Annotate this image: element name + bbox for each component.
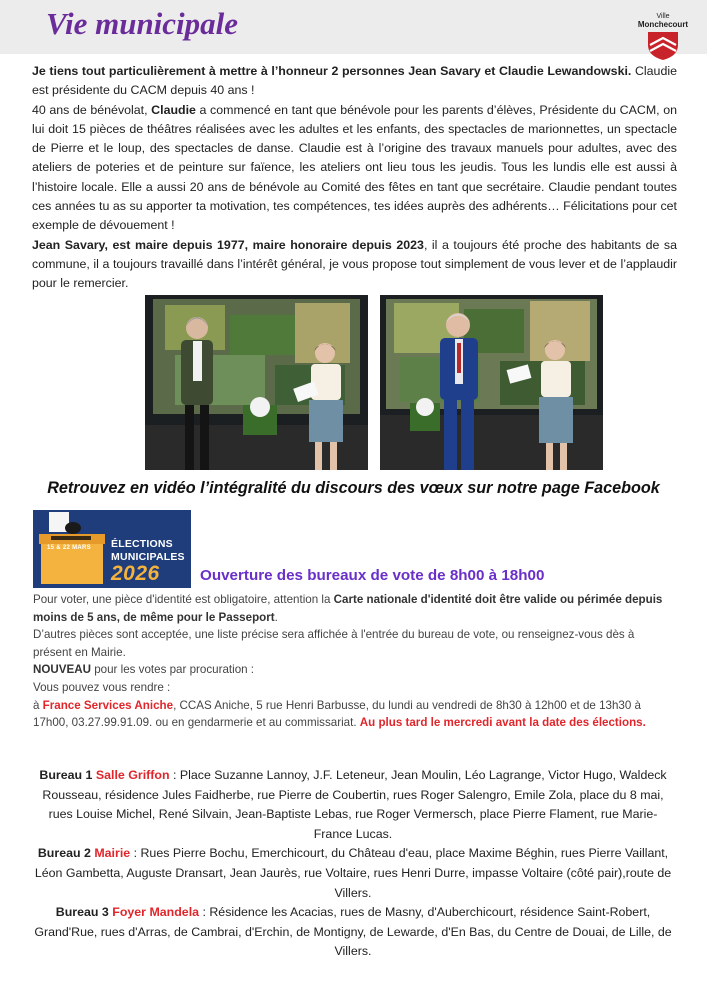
deadline-notice: Au plus tard le mercredi avant la date des élections	[359, 716, 643, 730]
banner-line-2: MUNICIPALES	[111, 551, 185, 563]
vote-paragraph-id	[33, 591, 673, 626]
vote-text-span: à	[33, 698, 43, 712]
intro-text-span: Claudie est présidente du CACM depuis 40 ans !	[32, 64, 677, 98]
intro-paragraph-1	[32, 62, 677, 101]
banner-year: 2026	[111, 562, 160, 585]
elections-2026-banner	[33, 510, 191, 588]
vote-paragraph-other-ids: D’autres pièces sont acceptée, une liste précise sera affichée à l'entrée du bureau de vote, ou renseignez-vous dès à présent en Mairie.	[33, 628, 635, 659]
bureau-label: Bureau 1	[39, 768, 93, 782]
bureau-2	[33, 844, 673, 903]
bureau-streets: : Rues Pierre Bochu, Emerchicourt, du Château d'eau, place Maxime Béghin, rues Pierre Vaillant, Léon Gambetta, Auguste Dransart, Jean Jaurès, rue Voltaire, rues Henri Durre, impasse Voltaire (côté pair),route de Villers.	[34, 846, 672, 900]
vote-paragraph-proxy	[33, 661, 673, 679]
logo-ville: Ville	[656, 13, 670, 20]
facebook-video-notice: Retrouvez en vidéo l’intégralité du discours des vœux sur notre page Facebook	[47, 479, 660, 497]
intro-paragraph-2	[32, 101, 677, 236]
claudie-name: Claudie	[151, 102, 196, 117]
town-logo	[637, 13, 689, 59]
bureau-place: Salle Griffon	[95, 768, 170, 782]
bureau-streets: : Place Suzanne Lannoy, J.F. Leteneur, Jean Moulin, Léo Lagrange, Victor Hugo, Waldeck Rousseau, résidence Jules Faidherbe, rue Pierre de Coubertin, rues Roger Salengro, Emile Zola, place du 8 mai, rues Louise Michel, René Silvain, Jean-Baptiste Lebas, rue Roger Vermersch, place Pierre Flament, rue Marie-France Lucas.	[42, 768, 667, 841]
vote-paragraph-address	[33, 697, 673, 732]
banner-dates: 15 & 22 MARS	[47, 545, 91, 551]
page-header	[0, 0, 707, 54]
bureau-streets: : Résidence les Acacias, rues de Masny, d'Auberchicourt, résidence Saint-Robert, Grand'Rue, rues d'Arras, de Cambrai, d'Erchin, de Montigny, de Lewarde, d'En Bas, du Centre de Douai, de Lille, de Villers.	[34, 905, 672, 959]
bureau-label: Bureau 3	[55, 905, 109, 920]
vote-text-span: .	[642, 716, 646, 730]
page-title: Vie municipale	[46, 6, 239, 41]
bureau-1	[33, 766, 673, 844]
banner-line-1: ÉLECTIONS	[111, 538, 173, 550]
vote-text-span: .	[274, 610, 278, 624]
vote-text-span: Pour voter, une pièce d'identité est obligatoire, attention la	[33, 593, 334, 606]
logo-text	[637, 13, 689, 30]
intro-text-span: 40 ans de bénévolat,	[32, 102, 152, 117]
intro-text	[32, 62, 677, 294]
ceremony-photo-2	[380, 295, 603, 470]
intro-text-span: a commencé en tant que bénévole pour les parents d’élèves, Présidente du CACM, on lui doit 15 pièces de théâtres réalisées avec les adultes et les enfants, des spectacles de marionnettes, un spectacle de Pierre et le loup, des spectacles de danse. Claudie est à l’origine des travaux manuels pour adultes, avec des ateliers de poteries et de peinture sur faïence, les ateliers ont lieu tous les jeudis. Tous les lundis elle est aussi à l’histoire locale. Elle a aussi 20 ans de bénévole au Comité des fêtes en tant que secrétaire. Claudie pendant toutes ces années tu as su apporter ta motivation, tes compétences, tes idées auprès des adhérents… Félicitations pour cet exemple de dévouement !	[32, 102, 677, 233]
intro-highlight: Je tiens tout particulièrement à mettre à l’honneur 2 personnes Jean Savary et Claudie Lewandowski.	[32, 64, 632, 78]
france-services-name: France Services Aniche	[42, 698, 174, 712]
logo-name: Monchecourt	[637, 20, 689, 29]
vote-text-span: , CCAS Aniche, 5 rue Henri Barbusse, du lundi au vendredi de 8h30 à 12h00 et de 13h30 à 17h00, 03.27.99.91.09. ou en gendarmerie et au commissariat.	[33, 698, 642, 730]
vote-info	[33, 591, 673, 732]
vote-hours-title: Ouverture des bureaux de vote de 8h00 à 18h00	[200, 567, 545, 584]
polling-stations	[33, 766, 673, 962]
bureau-place: Mairie	[94, 846, 131, 861]
intro-paragraph-3	[32, 236, 677, 294]
intro-text-span: , il a toujours été proche des habitants de sa commune, il a toujours travaillé dans l’intérêt général, je vous propose tout simplement de vous lever et de l’applaudir pour le remercier.	[32, 237, 677, 291]
jean-savary-highlight: Jean Savary, est maire depuis 1977, maire honoraire depuis 2023	[32, 237, 424, 252]
nouveau-label: NOUVEAU	[33, 663, 91, 677]
vote-text-span: pour les votes par procuration :	[90, 663, 255, 677]
bureau-place: Foyer Mandela	[112, 905, 200, 920]
town-crest-icon	[646, 31, 680, 61]
id-card-warning: Carte nationale d'identité doit être valide ou périmée depuis moins de 5 ans, de même pour le Passeport	[33, 593, 663, 624]
bureau-label: Bureau 2	[37, 846, 91, 861]
vote-paragraph-go: Vous pouvez vous rendre :	[33, 680, 171, 694]
bureau-3	[33, 903, 673, 962]
ceremony-photo-1	[145, 295, 368, 470]
